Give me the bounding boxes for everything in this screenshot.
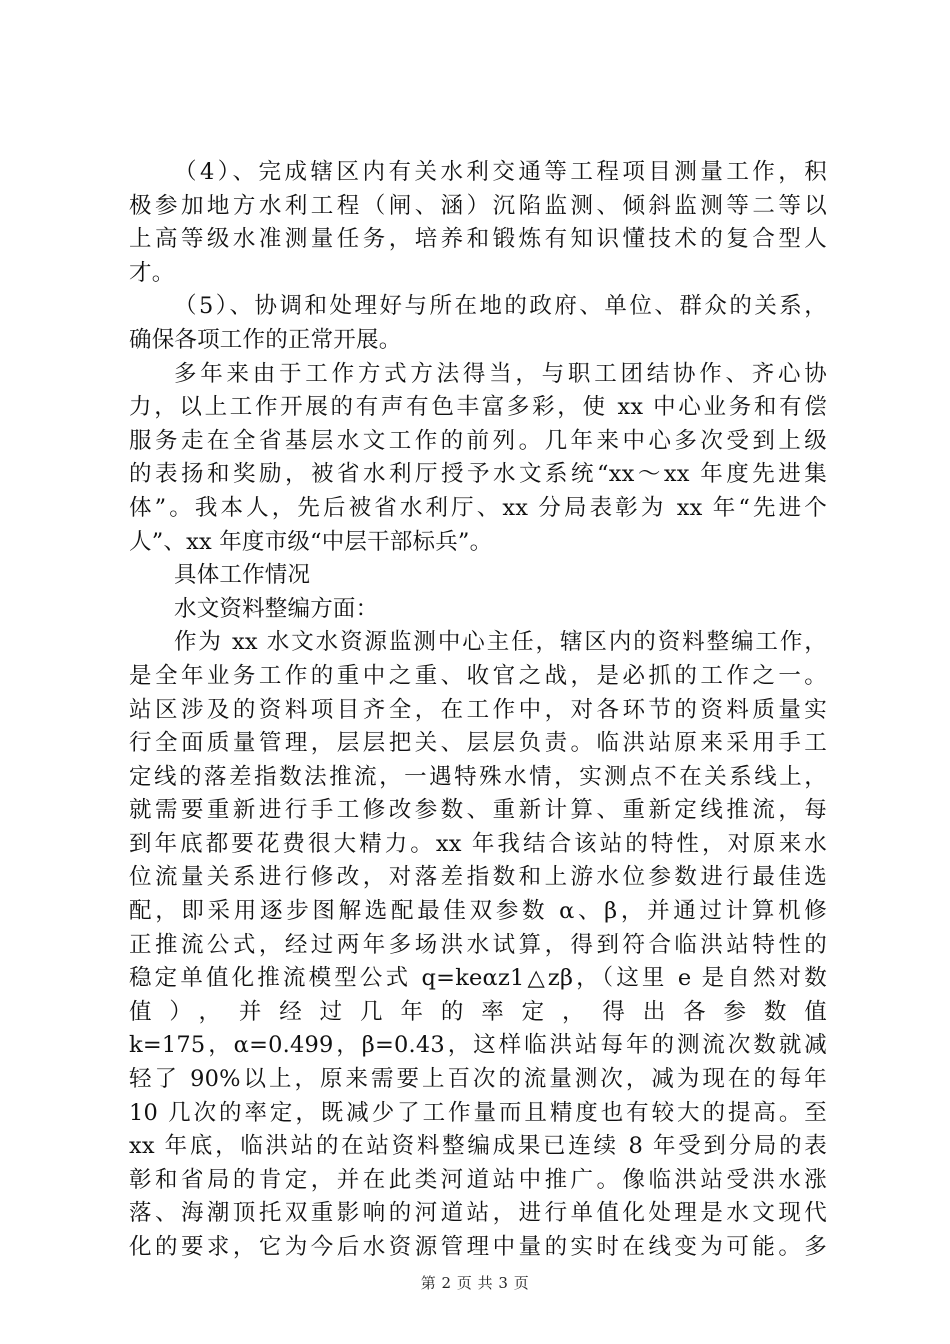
paragraph-line: 到年底都要花费很大精力。xx 年我结合该站的特性，对原来水 — [129, 830, 827, 857]
paragraph-line: 轻了 90%以上，原来需要上百次的流量测次，减为现在的每年 — [129, 1066, 827, 1093]
paragraph-line: 行全面质量管理，层层把关、层层负责。临洪站原来采用手工 — [129, 730, 827, 757]
paragraph-line: 作为 xx 水文水资源监测中心主任，辖区内的资料整编工作， — [174, 629, 827, 656]
section-heading: 具体工作情况 — [174, 562, 311, 589]
paragraph-line: 人”、xx 年度市级“中层干部标兵”。 — [129, 528, 493, 555]
paragraph-line: 彰和省局的肯定，并在此类河道站中推广。像临洪站受洪水涨 — [129, 1166, 827, 1193]
paragraph-line: 是全年业务工作的重中之重、收官之战，是必抓的工作之一。 — [129, 662, 827, 689]
paragraph-line: 才。 — [129, 259, 175, 286]
paragraph-line: 配，即采用逐步图解选配最佳双参数 α、β，并通过计算机修 — [129, 898, 827, 925]
paragraph-line: 就需要重新进行手工修改参数、重新计算、重新定线推流，每 — [129, 797, 827, 824]
paragraph-line: 力，以上工作开展的有声有色丰富多彩，使 xx 中心业务和有偿 — [129, 394, 827, 421]
paragraph-line: 的表扬和奖励，被省水利厅授予水文系统“xx～xx 年度先进集 — [129, 461, 827, 488]
paragraph-line: 化的要求，它为今后水资源管理中量的实时在线变为可能。多 — [129, 1234, 827, 1260]
paragraph-line: xx 年底，临洪站的在站资料整编成果已连续 8 年受到分局的表 — [129, 1133, 827, 1160]
page-number-footer: 第 2 页 共 3 页 — [420, 1274, 530, 1292]
document-body — [129, 156, 827, 1265]
paragraph-line: k=175，α=0.499，β=0.43，这样临洪站每年的测流次数就减 — [129, 1032, 827, 1059]
paragraph-line: （5）、协调和处理好与所在地的政府、单位、群众的关系， — [174, 293, 827, 320]
paragraph-line: 确保各项工作的正常开展。 — [129, 326, 402, 353]
subsection-heading: 水文资料整编方面： — [174, 595, 379, 622]
paragraph-line: 位流量关系进行修改，对落差指数和上游水位参数进行最佳选 — [129, 864, 827, 891]
paragraph-line: 落、海潮顶托双重影响的河道站，进行单值化处理是水文现代 — [129, 1200, 827, 1227]
paragraph-line: 多年来由于工作方式方法得当，与职工团结协作、齐心协 — [174, 360, 827, 387]
paragraph-line: 服务走在全省基层水文工作的前列。几年来中心多次受到上级 — [129, 427, 827, 454]
paragraph-line: （4）、完成辖区内有关水利交通等工程项目测量工作，积 — [174, 159, 827, 185]
paragraph-line: 正推流公式，经过两年多场洪水试算，得到符合临洪站特性的 — [129, 931, 827, 958]
paragraph-line: 体”。我本人，先后被省水利厅、xx 分局表彰为 xx 年“先进个 — [129, 494, 827, 521]
paragraph-line: 值），并经过几年的率定，得出各参数值 — [129, 998, 827, 1025]
paragraph-line: 稳定单值化推流模型公式 q=keαz1△zβ，（这里 e 是自然对数 — [129, 965, 827, 992]
paragraph-line: 定线的落差指数法推流，一遇特殊水情，实测点不在关系线上， — [129, 763, 827, 790]
paragraph-line: 上高等级水准测量任务，培养和锻炼有知识懂技术的复合型人 — [129, 226, 827, 253]
paragraph-line: 10 几次的率定，既减少了工作量而且精度也有较大的提高。至 — [129, 1099, 827, 1126]
paragraph-line: 极参加地方水利工程（闸、涵）沉陷监测、倾斜监测等二等以 — [129, 192, 827, 219]
paragraph-line: 站区涉及的资料项目齐全，在工作中，对各环节的资料质量实 — [129, 696, 827, 723]
